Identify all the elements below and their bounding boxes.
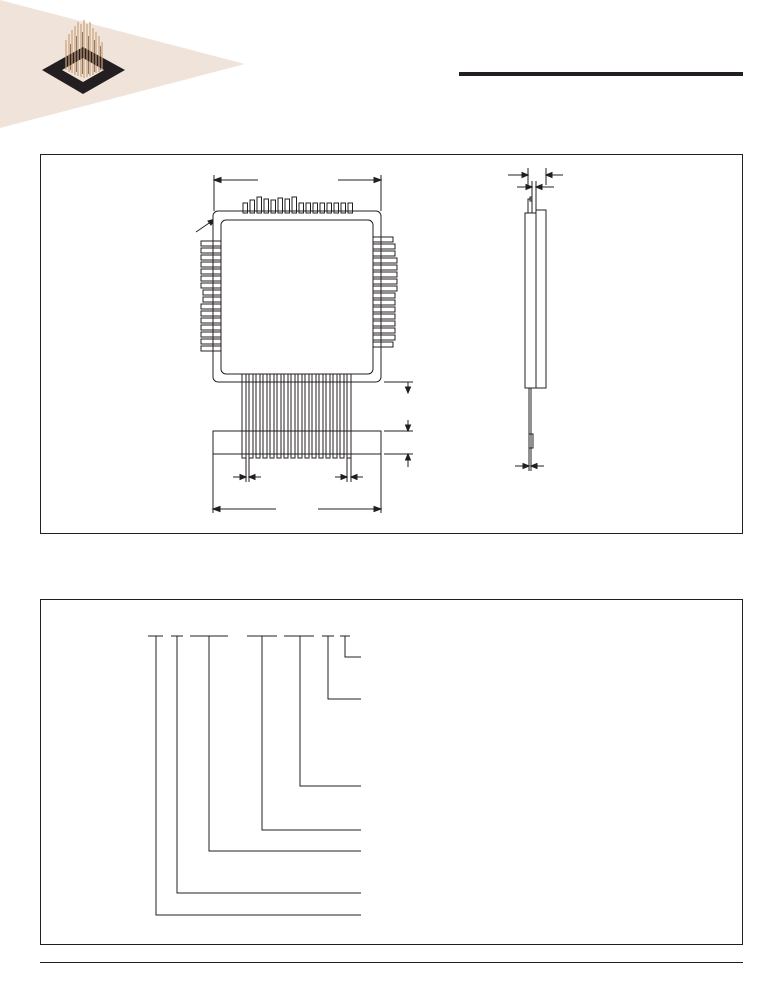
footer-rule [40, 962, 743, 963]
lead-tie-bar [213, 431, 381, 454]
package-drawing-panel [40, 154, 743, 534]
header-banner [0, 0, 260, 130]
overall-width-dimension [213, 454, 381, 513]
leader-5 [300, 636, 361, 786]
leader-4 [262, 636, 361, 830]
side-lead-dimension [515, 460, 544, 471]
lead-length-dimension [384, 382, 413, 467]
leader-3 [209, 636, 361, 851]
side-view [525, 197, 546, 465]
callout-leader-lines [156, 636, 361, 915]
part-number-breakdown-diagram [41, 600, 744, 946]
lead-pitch-dimension [233, 458, 363, 482]
leader-1 [156, 636, 361, 915]
ordering-information-panel [40, 599, 743, 945]
package-drawing [41, 155, 744, 535]
bottom-leads [242, 374, 351, 458]
package-width-dimension [214, 175, 381, 211]
leader-7 [345, 636, 361, 657]
leader-2 [177, 636, 361, 893]
header-rule [459, 72, 743, 76]
carrier-frame [213, 211, 381, 382]
side-thickness-dimension [508, 168, 563, 210]
banner-background [0, 0, 245, 128]
